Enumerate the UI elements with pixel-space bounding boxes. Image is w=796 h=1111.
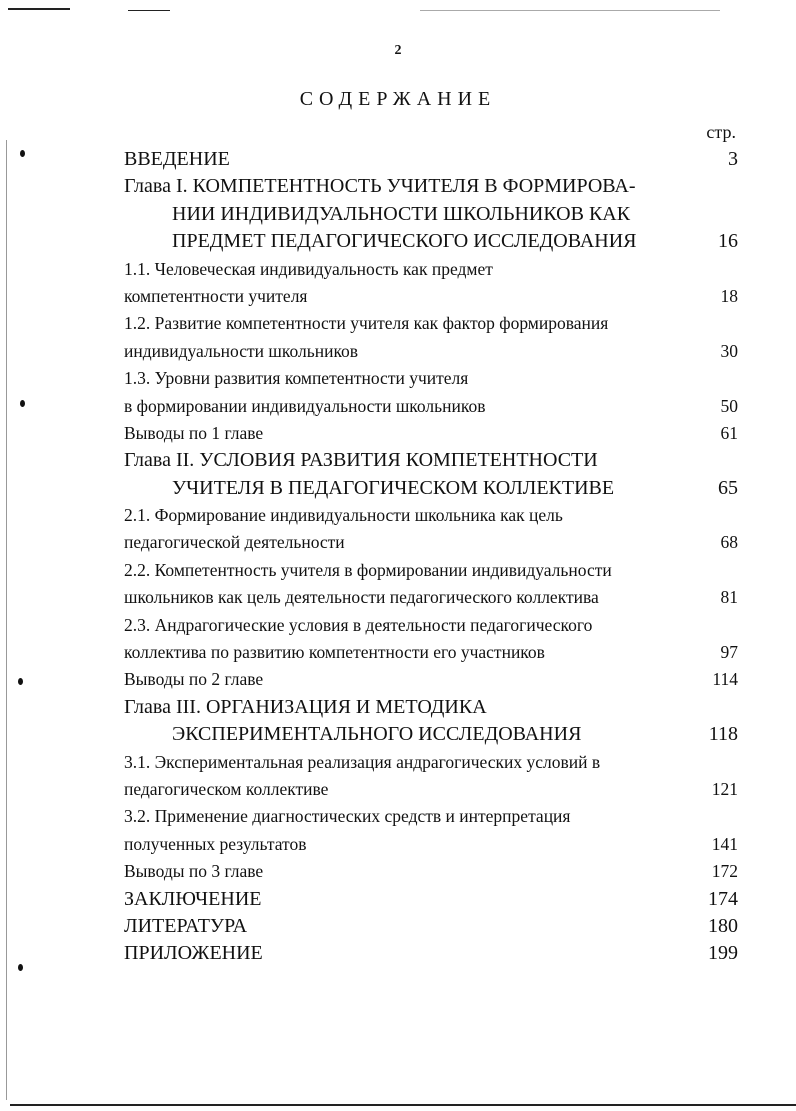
scan-edge-bottom <box>10 1104 796 1106</box>
toc-entry-section-1-3-cont[interactable]: в формировании индивидуальности школьников 50 <box>124 395 738 416</box>
toc-entry-chapter-3-cont[interactable]: ЭКСПЕРИМЕНТАЛЬНОГО ИССЛЕДОВАНИЯ 118 <box>172 723 738 746</box>
scan-edge-top-mid <box>128 10 170 11</box>
toc-entry-section-1-3[interactable]: 1.3. Уровни развития компетентности учителя <box>124 368 469 389</box>
toc-entry-section-2-3-cont[interactable]: коллектива по развитию компетентности его участников 97 <box>124 642 738 663</box>
toc-entry-chapter-2-cont[interactable]: УЧИТЕЛЯ В ПЕДАГОГИЧЕСКОМ КОЛЛЕКТИВЕ 65 <box>172 476 738 499</box>
toc-entry-section-2-1[interactable]: 2.1. Формирование индивидуальности школьника как цель <box>124 505 563 526</box>
page-number: 2 <box>394 43 402 58</box>
binding-hole-mark <box>18 964 23 971</box>
page-column-label: стр. <box>706 122 736 142</box>
toc-entry-section-3-1[interactable]: 3.1. Экспериментальная реализация андрагогических условий в <box>124 751 601 772</box>
toc-entry-chapter-2[interactable]: Глава II. УСЛОВИЯ РАЗВИТИЯ КОМПЕТЕНТНОСТИ <box>124 449 598 472</box>
scan-edge-top-left <box>8 8 70 10</box>
toc-entry-section-1-1-cont[interactable]: компетентности учителя 18 <box>124 285 738 306</box>
toc-entry-literature[interactable]: ЛИТЕРАТУРА 180 <box>124 914 738 937</box>
toc-entry-chapter-1-cont[interactable]: НИИ ИНДИВИДУАЛЬНОСТИ ШКОЛЬНИКОВ КАК <box>172 202 631 225</box>
scan-edge-top-right <box>420 10 720 11</box>
toc-entry-conclusions-1[interactable]: Выводы по 1 главе 61 <box>124 422 738 443</box>
binding-hole-mark <box>20 150 25 157</box>
toc-entry-appendix[interactable]: ПРИЛОЖЕНИЕ 199 <box>124 942 738 965</box>
page-title: СОДЕРЖАНИЕ <box>299 88 497 110</box>
toc-entry-section-1-2[interactable]: 1.2. Развитие компетентности учителя как фактор формирования <box>124 313 609 334</box>
toc-entry-section-1-1[interactable]: 1.1. Человеческая индивидуальность как предмет <box>124 258 493 279</box>
toc-entry-section-3-1-cont[interactable]: педагогическом коллективе 121 <box>124 778 738 799</box>
toc-entry-section-2-3[interactable]: 2.3. Андрагогические условия в деятельности педагогического <box>124 614 593 635</box>
toc-entry-conclusions-3[interactable]: Выводы по 3 главе 172 <box>124 861 738 882</box>
toc-entry-section-2-1-cont[interactable]: педагогической деятельности 68 <box>124 532 738 553</box>
toc-entry-chapter-3[interactable]: Глава III. ОРГАНИЗАЦИЯ И МЕТОДИКА <box>124 695 487 718</box>
toc-entry-conclusion[interactable]: ЗАКЛЮЧЕНИЕ 174 <box>124 887 738 910</box>
toc-entry-chapter-1-cont[interactable]: ПРЕДМЕТ ПЕДАГОГИЧЕСКОГО ИССЛЕДОВАНИЯ 16 <box>172 230 738 253</box>
scan-edge-left <box>6 140 7 1100</box>
toc-entry-section-2-2[interactable]: 2.2. Компетентность учителя в формировании индивидуальности <box>124 559 612 580</box>
toc-entry-section-2-2-cont[interactable]: школьников как цель деятельности педагогического коллектива 81 <box>124 587 738 608</box>
toc-entry-chapter-1[interactable]: Глава I. КОМПЕТЕНТНОСТЬ УЧИТЕЛЯ В ФОРМИРОВА- <box>124 175 636 198</box>
binding-hole-mark <box>18 678 23 685</box>
toc-entry-section-3-2-cont[interactable]: полученных результатов 141 <box>124 833 738 854</box>
binding-hole-mark <box>20 400 25 407</box>
toc-entry-section-3-2[interactable]: 3.2. Применение диагностических средств и интерпретация <box>124 806 571 827</box>
table-of-contents <box>124 146 738 968</box>
toc-entry-section-1-2-cont[interactable]: индивидуальности школьников 30 <box>124 340 738 361</box>
toc-entry-conclusions-2[interactable]: Выводы по 2 главе 114 <box>124 669 738 690</box>
toc-entry-introduction[interactable]: ВВЕДЕНИЕ 3 <box>124 148 738 170</box>
